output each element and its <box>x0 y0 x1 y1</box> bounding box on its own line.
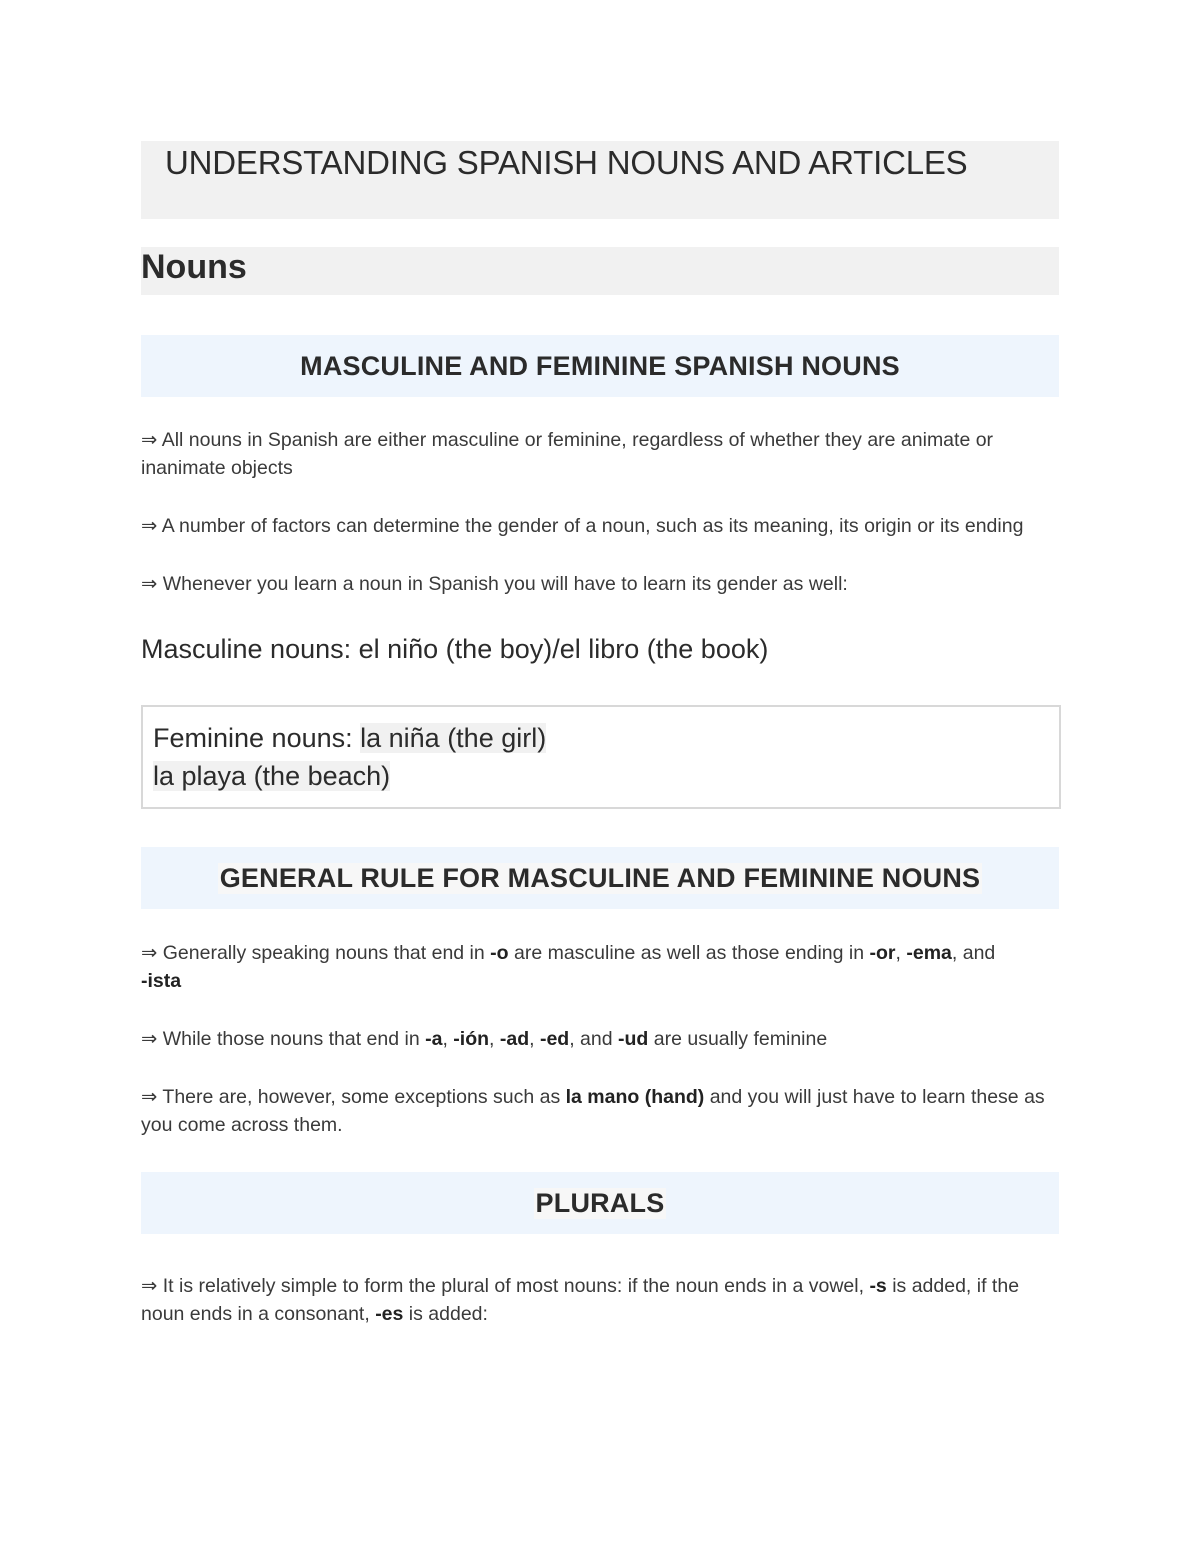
text-run: are masculine as well as those ending in <box>508 942 870 964</box>
bullet-paragraph <box>141 426 1059 482</box>
text-run: There are, however, some exceptions such as <box>157 1086 566 1108</box>
text-run: Generally speaking nouns that end in <box>157 942 491 964</box>
feminine-line-1 <box>153 719 1049 757</box>
text-run: is added: <box>403 1303 488 1325</box>
ending-term: -or <box>869 942 896 964</box>
arrow-icon: ⇒ <box>141 429 158 451</box>
ending-term: -ud <box>618 1028 649 1050</box>
section-gender-header <box>141 335 1059 397</box>
arrow-icon: ⇒ <box>141 573 158 595</box>
section-rule-heading: GENERAL RULE FOR MASCULINE AND FEMININE NOUNS <box>219 862 981 893</box>
text-run: , <box>442 1028 454 1050</box>
text-run: , <box>529 1028 540 1050</box>
example-term: la mano (hand) <box>565 1086 705 1108</box>
ending-term: -es <box>375 1303 404 1325</box>
text-run: It is relatively simple to form the plural of most nouns: if the noun ends in a vowel, <box>157 1275 870 1297</box>
section-plurals-header <box>141 1172 1059 1234</box>
arrow-icon: ⇒ <box>141 1275 158 1297</box>
bullet-paragraph <box>141 1272 1059 1328</box>
document-title: UNDERSTANDING SPANISH NOUNS AND ARTICLES <box>165 144 968 181</box>
bullet-paragraph <box>141 1083 1059 1139</box>
text-run: While those nouns that end in <box>157 1028 426 1050</box>
ending-term: -a <box>425 1028 443 1050</box>
ending-term: -ema <box>906 942 952 964</box>
text-run: is added, if the noun ends in a consonant, <box>141 1275 1020 1325</box>
feminine-example-girl: la niña (the girl) <box>360 723 547 753</box>
section-plurals-heading: PLURALS <box>535 1187 665 1218</box>
arrow-icon: ⇒ <box>141 1086 158 1108</box>
text-run: and you will just have to learn these as you come across them. <box>141 1086 1045 1136</box>
bullet-paragraph <box>141 570 1059 598</box>
text-run: , <box>895 942 907 964</box>
text-run: are usually feminine <box>648 1028 828 1050</box>
feminine-label: Feminine nouns: <box>153 723 361 753</box>
ending-term: -ión <box>453 1028 490 1050</box>
bullet-paragraph <box>141 939 1059 995</box>
bullet-paragraph <box>141 512 1059 540</box>
ending-term: -ed <box>539 1028 570 1050</box>
title-box <box>141 141 1059 219</box>
feminine-line-2 <box>153 757 1049 795</box>
arrow-icon: ⇒ <box>141 1028 158 1050</box>
text-run: , and <box>951 942 996 964</box>
ending-term: -ista <box>141 970 182 992</box>
ending-term: -s <box>869 1275 887 1297</box>
bullet-paragraph <box>141 1025 1059 1053</box>
section-rule-header <box>141 847 1059 909</box>
bullet-text: A number of factors can determine the gender of a noun, such as its meaning, its origin or its ending <box>161 515 1024 537</box>
document-page <box>141 141 1059 1328</box>
feminine-example-beach: la playa (the beach) <box>153 761 391 791</box>
ending-term: -ad <box>499 1028 530 1050</box>
masculine-example: Masculine nouns: el niño (the boy)/el libro (the book) <box>141 634 769 664</box>
nouns-heading-box <box>141 247 1059 295</box>
arrow-icon: ⇒ <box>141 942 158 964</box>
bullet-text: Whenever you learn a noun in Spanish you will have to learn its gender as well: <box>162 573 848 595</box>
text-run: , and <box>569 1028 619 1050</box>
nouns-heading: Nouns <box>141 248 247 286</box>
text-run: , <box>489 1028 500 1050</box>
bullet-text: All nouns in Spanish are either masculine or feminine, regardless of whether they are animate or inanimate objects <box>141 429 994 479</box>
arrow-icon: ⇒ <box>141 515 158 537</box>
ending-term: -o <box>490 942 509 964</box>
section-gender-heading: MASCULINE AND FEMININE SPANISH NOUNS <box>300 350 900 381</box>
feminine-example-box <box>141 705 1061 809</box>
